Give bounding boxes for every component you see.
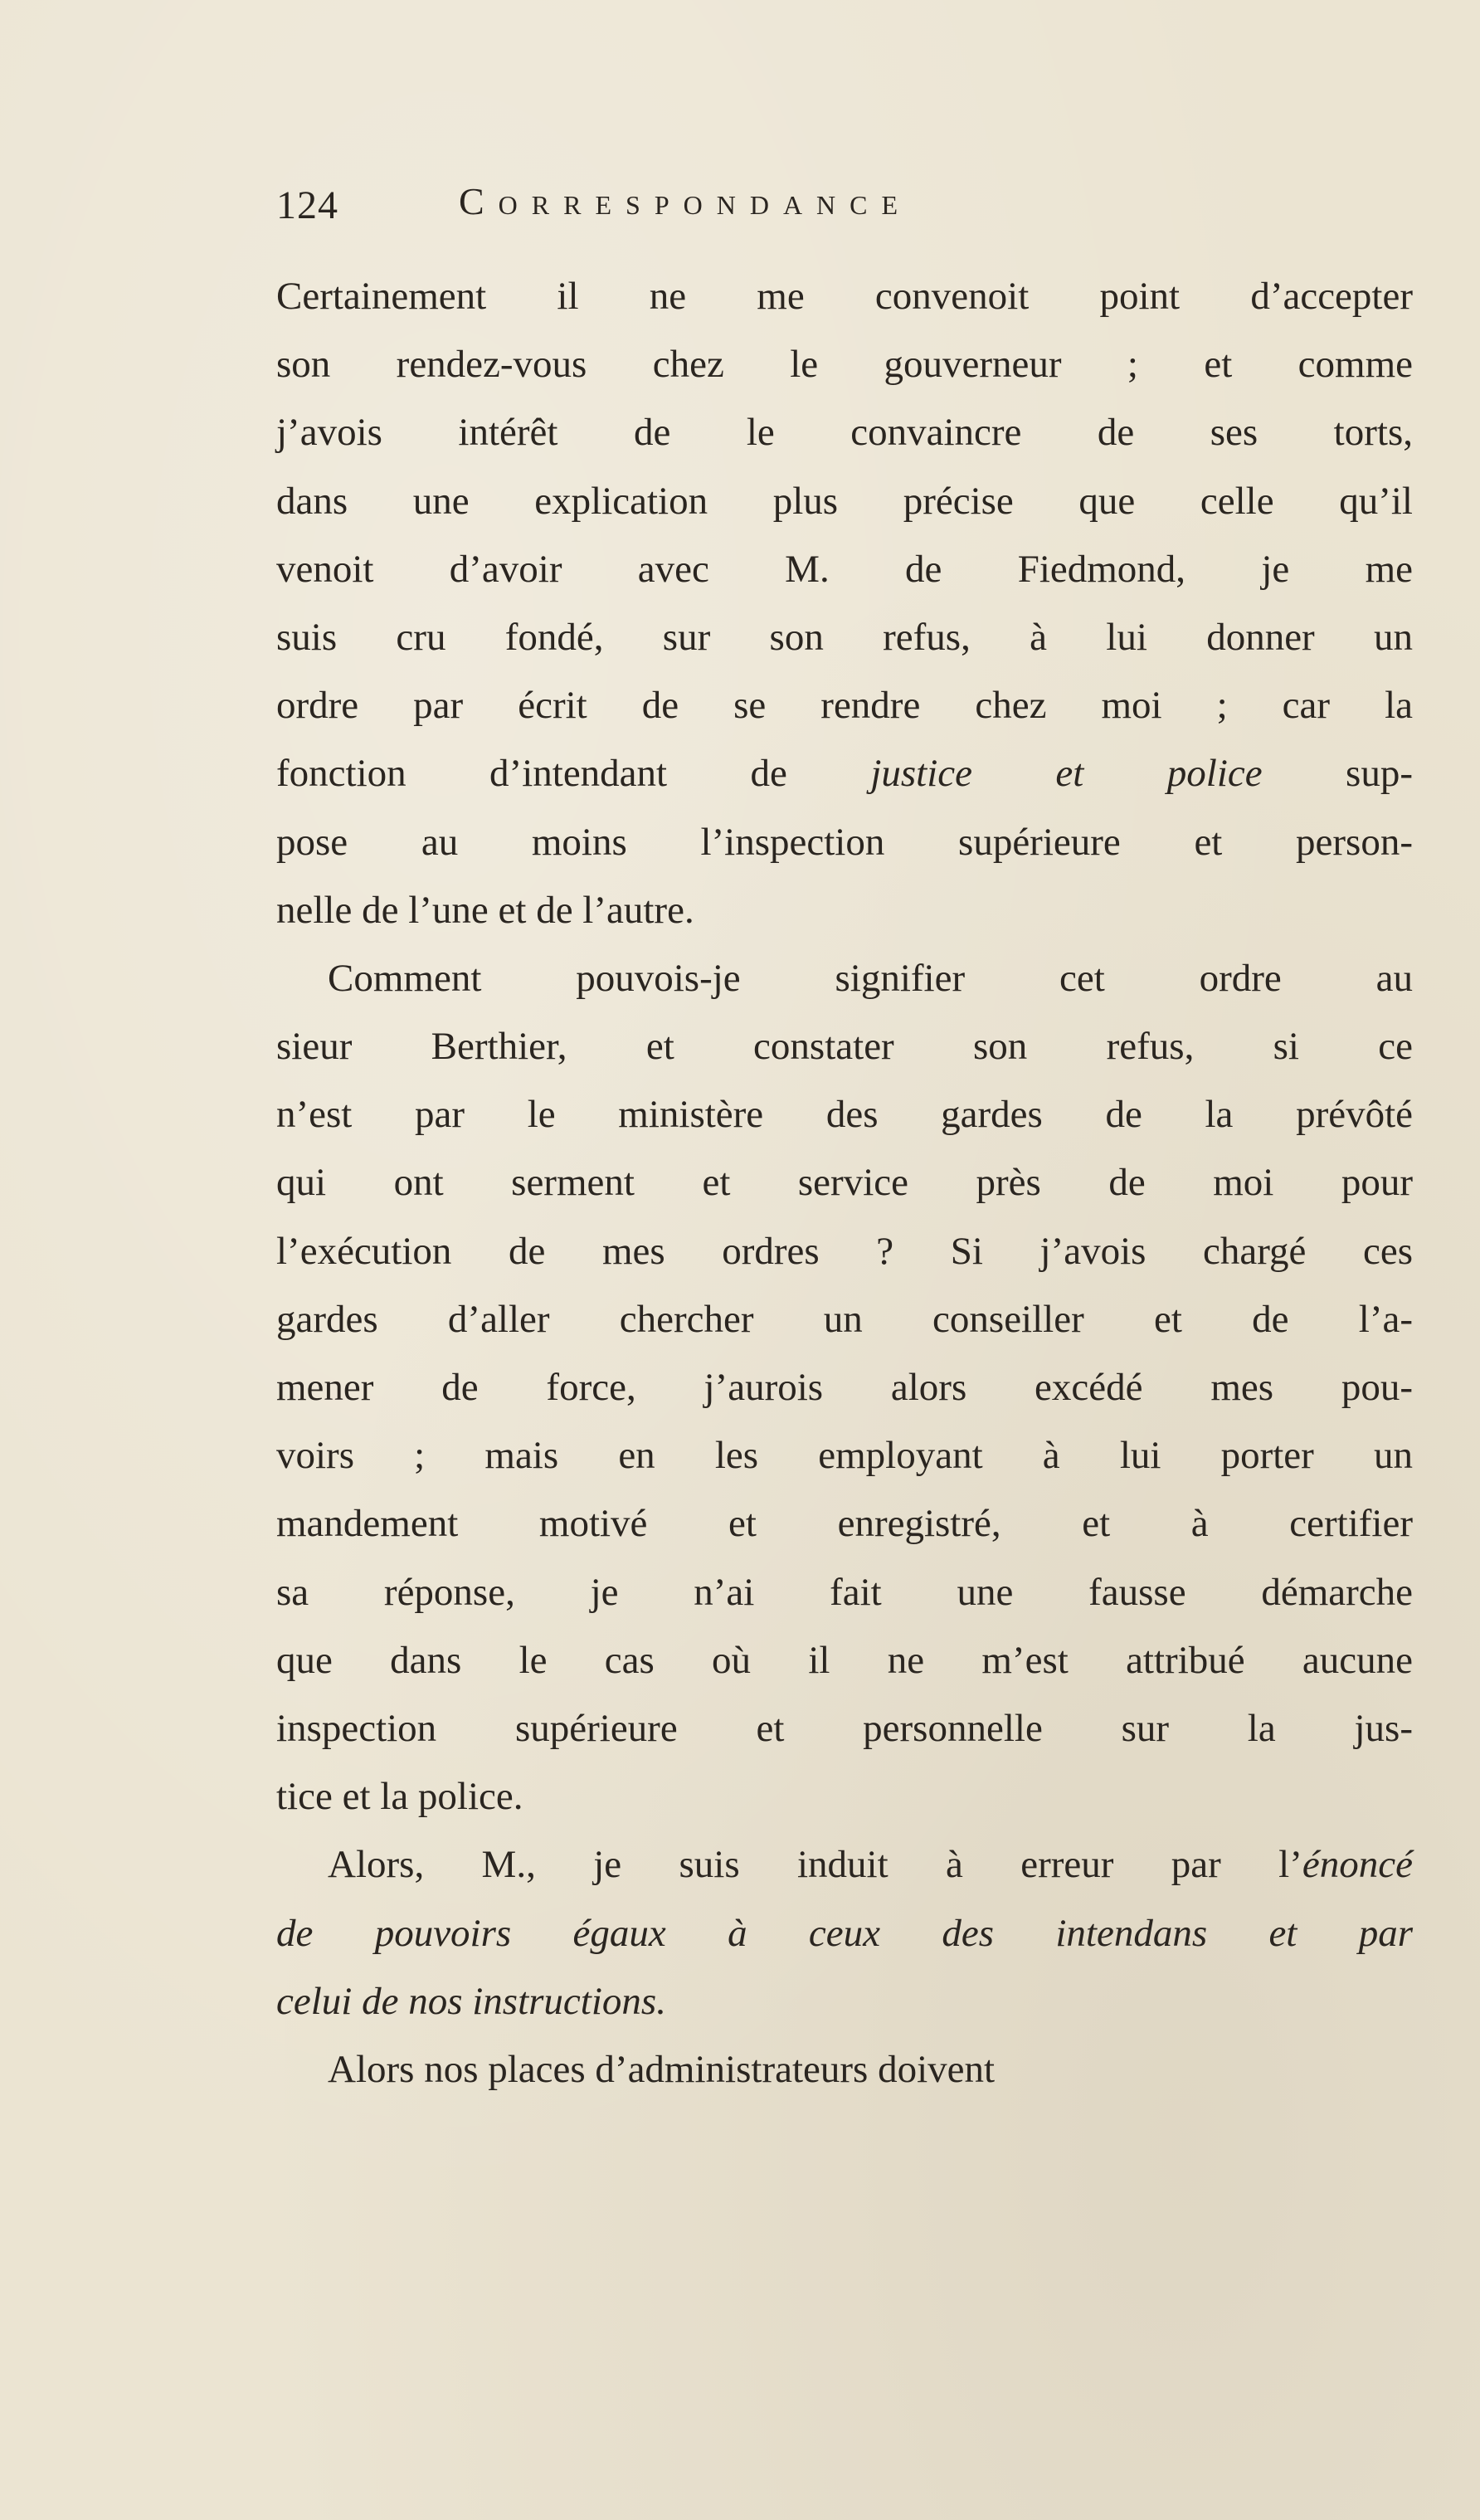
text-segment: son rendez-vous chez le gouverneur ; et comme bbox=[276, 343, 1413, 387]
text-line bbox=[276, 1694, 1413, 1762]
text-line bbox=[276, 1762, 1413, 1830]
text-segment: inspection supérieure et personnelle sur la jus- bbox=[276, 1706, 1413, 1750]
paragraph bbox=[276, 1830, 1413, 2035]
text-segment: mandement motivé et enregistré, et à certifier bbox=[276, 1502, 1413, 1546]
text-segment: Certainement il ne me convenoit point d’accepter bbox=[276, 275, 1413, 318]
text-line bbox=[276, 535, 1413, 603]
text-segment: sup- bbox=[1262, 752, 1413, 796]
text-segment: venoit d’avoir avec M. de Fiedmond, je me bbox=[276, 547, 1413, 591]
text-segment: j’avois intérêt de le convaincre de ses torts, bbox=[276, 411, 1413, 455]
text-segment: Alors nos places d’administrateurs doivent bbox=[328, 2047, 996, 2091]
page-header bbox=[276, 174, 1413, 241]
text-segment: sieur Berthier, et constater son refus, si ce bbox=[276, 1025, 1413, 1069]
text-line bbox=[276, 603, 1413, 671]
text-segment: Alors, M., je suis induit à erreur par l’ bbox=[328, 1843, 1302, 1887]
italic-text-segment: énoncé bbox=[1302, 1843, 1413, 1887]
text-segment: l’exécution de mes ordres ? Si j’avois chargé ces bbox=[276, 1229, 1413, 1273]
text-line bbox=[276, 1899, 1413, 1967]
text-line bbox=[276, 1353, 1413, 1421]
paragraph bbox=[276, 944, 1413, 1830]
text-segment: voirs ; mais en les employant à lui porter un bbox=[276, 1434, 1413, 1478]
paragraph bbox=[276, 262, 1413, 944]
paragraph bbox=[276, 2035, 1413, 2103]
italic-text-segment: de pouvoirs égaux à ceux des intendans et par bbox=[276, 1911, 1413, 1955]
text-segment: que dans le cas où il ne m’est attribué aucune bbox=[276, 1638, 1413, 1682]
text-line bbox=[276, 1012, 1413, 1080]
running-title: Correspondance bbox=[459, 180, 913, 222]
text-segment: tice et la police. bbox=[276, 1775, 523, 1819]
text-segment: suis cru fondé, sur son refus, à lui donner un bbox=[276, 615, 1413, 659]
text-line bbox=[276, 808, 1413, 876]
text-line bbox=[276, 1217, 1413, 1285]
text-line bbox=[276, 2035, 1413, 2103]
text-line bbox=[276, 330, 1413, 398]
italic-text-segment: celui de nos instructions. bbox=[276, 1979, 666, 2023]
text-line bbox=[276, 1967, 1413, 2035]
text-segment: mener de force, j’aurois alors excédé mes pou- bbox=[276, 1366, 1413, 1409]
text-line bbox=[276, 1830, 1413, 1899]
page-number: 124 bbox=[276, 183, 338, 227]
text-line bbox=[276, 1148, 1413, 1216]
text-line bbox=[276, 1489, 1413, 1557]
text-line bbox=[276, 876, 1413, 944]
text-segment: ordre par écrit de se rendre chez moi ; car la bbox=[276, 684, 1413, 728]
text-line bbox=[276, 1558, 1413, 1626]
text-segment: qui ont serment et service près de moi pour bbox=[276, 1161, 1413, 1205]
text-line bbox=[276, 467, 1413, 535]
text-line bbox=[276, 944, 1413, 1012]
text-segment: nelle de l’une et de l’autre. bbox=[276, 888, 694, 932]
text-line bbox=[276, 398, 1413, 466]
text-line bbox=[276, 671, 1413, 739]
text-segment: gardes d’aller chercher un conseiller et de l’a- bbox=[276, 1297, 1413, 1341]
text-segment: dans une explication plus précise que celle qu’il bbox=[276, 479, 1413, 523]
text-segment: sa réponse, je n’ai fait une fausse démarche bbox=[276, 1570, 1413, 1614]
text-segment: Comment pouvois-je signifier cet ordre au bbox=[328, 956, 1413, 1000]
text-line bbox=[276, 1421, 1413, 1489]
text-line bbox=[276, 1285, 1413, 1353]
text-segment: pose au moins l’inspection supérieure et person- bbox=[276, 820, 1413, 864]
body-text bbox=[276, 262, 1413, 2103]
text-line bbox=[276, 1626, 1413, 1694]
text-line bbox=[276, 262, 1413, 330]
text-line bbox=[276, 739, 1413, 807]
text-line bbox=[276, 1080, 1413, 1148]
text-segment: fonction d’intendant de bbox=[276, 752, 871, 796]
italic-text-segment: justice et police bbox=[870, 752, 1263, 796]
text-segment: n’est par le ministère des gardes de la prévôté bbox=[276, 1093, 1413, 1137]
